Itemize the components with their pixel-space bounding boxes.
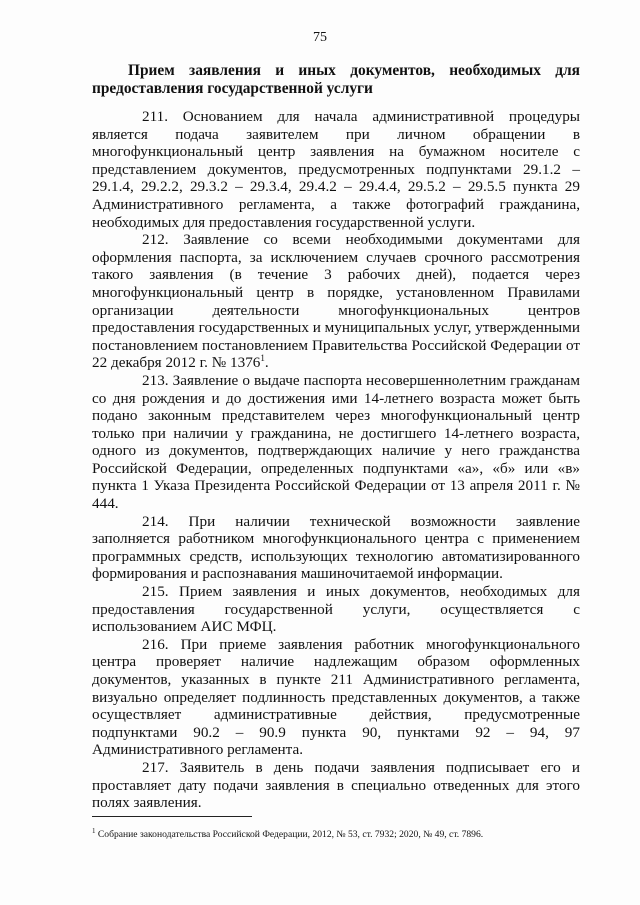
- paragraph-214: [92, 513, 580, 583]
- footnote-text: Собрание законодательства Российской Федерации, 2012, № 53, ст. 7932; 2020, № 49, ст. 7896.: [95, 829, 484, 841]
- paragraph-215: [92, 583, 580, 636]
- paragraph-216-text: 216. При приеме заявления работник многофункционального центра проверяет наличие надлежащим образом оформленных документов, указанных в пункте 211 Административного регламента, визуально определяет подлинность представленных документов, а также осуществляет административные действия, предусмотренные подпунктами 90.2 – 90.9 пункта 90, пунктами 92 – 94, 97 Административного регламента.: [92, 635, 580, 759]
- paragraph-211-text: 211. Основанием для начала административной процедуры является подача заявителем при личном обращении в многофункциональный центр заявления на бумажном носителе с представлением документов, предусмотренных подпунктами 29.1.2 – 29.1.4, 29.2.2, 29.3.2 – 29.3.4, 29.4.2 – 29.4.4, 29.5.2 – 29.5.5 пункта 29 Административного регламента, а также фотографий гражданина, необходимых для предоставления государственной услуги.: [92, 108, 580, 231]
- document-body: [92, 108, 580, 812]
- paragraph-217-text: 217. Заявитель в день подачи заявления подписывает его и проставляет дату подачи заявления в специально отведенных для этого полях заявления.: [92, 758, 580, 812]
- paragraph-212-text: 212. Заявление со всеми необходимыми документами для оформления паспорта, за исключением случаев срочного рассмотрения такого заявления (в течение 3 рабочих дней), подается через многофункциональный центр в порядке, установленном Правилами организации деятельности многофункциональных центров предоставления государственных и муниципальных услуг, утвержденными постановлением постановлением Правительства Российской Федерации от 22 декабря 2012 г. № 1376: [92, 231, 580, 372]
- paragraph-211: [92, 108, 580, 231]
- section-heading-line-2: предоставления государственной услуги: [92, 80, 373, 97]
- footnote-marker: 1: [92, 827, 96, 835]
- paragraph-213-text: 213. Заявление о выдаче паспорта несовершеннолетним гражданам со дня рождения и до достижения ими 14-летнего возраста может быть подано законным представителем через многофункциональный центр только при наличии у гражданина, не достигшего 14-летнего возраста, одного из документов, подтверждающих наличие у него гражданства Российской Федерации, определенных подпунктами «а», «б» или «в» пункта 1 Указа Президента Российской Федерации от 13 апреля 2011 г. № 444.: [92, 371, 580, 513]
- section-heading-line-1: Прием заявления и иных документов, необходимых для: [128, 62, 580, 79]
- paragraph-215-text: 215. Прием заявления и иных документов, необходимых для предоставления государственной услуги, осуществляется с использованием АИС МФЦ.: [92, 583, 580, 636]
- paragraph-216: [92, 636, 580, 759]
- section-heading: [92, 62, 580, 98]
- footnote-reference: 1: [260, 353, 265, 364]
- paragraph-214-text: 214. При наличии технической возможности заявление заполняется работником многофункционального центра с применением программных средств, использующих технологию автоматизированного формирования и распознавания машиночитаемой информации.: [92, 512, 580, 583]
- paragraph-217: [92, 759, 580, 812]
- page-number: 75: [313, 30, 327, 45]
- paragraph-212: [92, 231, 580, 372]
- paragraph-213: [92, 372, 580, 513]
- footnote-divider: [92, 816, 252, 817]
- footnote: [92, 825, 592, 841]
- paragraph-212-end: .: [264, 354, 269, 372]
